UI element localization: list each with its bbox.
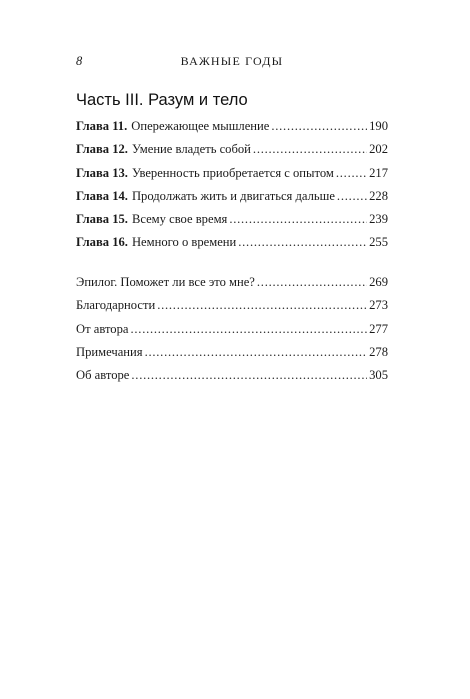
chapter-title: Продолжать жить и двигаться дальше	[131, 188, 335, 203]
page-ref: 305	[369, 368, 388, 383]
chapter-number: Глава 13.	[76, 165, 128, 180]
chapter-number: Глава 16.	[76, 235, 128, 250]
toc-entry	[76, 189, 388, 212]
leader-dots	[131, 368, 367, 383]
page-ref: 277	[369, 321, 388, 336]
toc-entry	[76, 119, 388, 142]
toc-entry	[76, 298, 388, 321]
toc-entry	[76, 212, 388, 235]
toc-entry	[76, 166, 388, 189]
chapter-title: Немного о времени	[131, 235, 237, 250]
backmatter-title: Благодарности	[76, 298, 156, 313]
leader-dots	[257, 275, 367, 290]
chapter-title: Умение владеть собой	[131, 142, 251, 157]
toc-entry	[76, 345, 388, 368]
toc-entry	[76, 235, 388, 258]
toc-entry	[76, 142, 388, 165]
running-header	[76, 54, 388, 72]
backmatter-title: Примечания	[76, 344, 143, 359]
chapter-number: Глава 12.	[76, 142, 128, 157]
backmatter-title: Эпилог. Поможет ли все это мне?	[76, 275, 255, 289]
backmatter-list	[76, 275, 388, 391]
page-ref: 239	[369, 212, 388, 227]
page-ref: 190	[369, 119, 388, 133]
leader-dots	[271, 119, 367, 134]
leader-dots	[145, 345, 368, 360]
chapter-title: Опережающее мышление	[131, 119, 270, 133]
page-ref: 269	[369, 275, 388, 289]
chapter-number: Глава 14.	[76, 188, 128, 203]
chapter-number: Глава 11.	[76, 119, 128, 133]
leader-dots	[238, 235, 367, 250]
running-title: ВАЖНЫЕ ГОДЫ	[180, 54, 284, 68]
chapter-number: Глава 15.	[76, 212, 128, 227]
leader-dots	[253, 142, 367, 157]
chapter-title: Уверенность приобретается с опытом	[131, 165, 334, 180]
chapter-list	[76, 119, 388, 259]
leader-dots	[337, 189, 367, 204]
page-ref: 273	[369, 298, 388, 313]
page-ref: 228	[369, 188, 388, 203]
leader-dots	[336, 166, 367, 181]
backmatter-title: Об авторе	[76, 368, 130, 383]
page-ref: 202	[369, 142, 388, 157]
toc-entry	[76, 322, 388, 345]
page-ref: 217	[369, 165, 388, 180]
page-ref: 255	[369, 235, 388, 250]
toc-entry	[76, 368, 388, 391]
leader-dots	[131, 322, 368, 337]
part-title: Часть III. Разум и тело	[76, 91, 248, 109]
leader-dots	[157, 298, 367, 313]
backmatter-title: От автора	[76, 321, 129, 336]
page-ref: 278	[369, 344, 388, 359]
page-number: 8	[76, 54, 83, 68]
toc-entry	[76, 275, 388, 298]
chapter-title: Всему свое время	[131, 212, 228, 227]
leader-dots	[229, 212, 367, 227]
